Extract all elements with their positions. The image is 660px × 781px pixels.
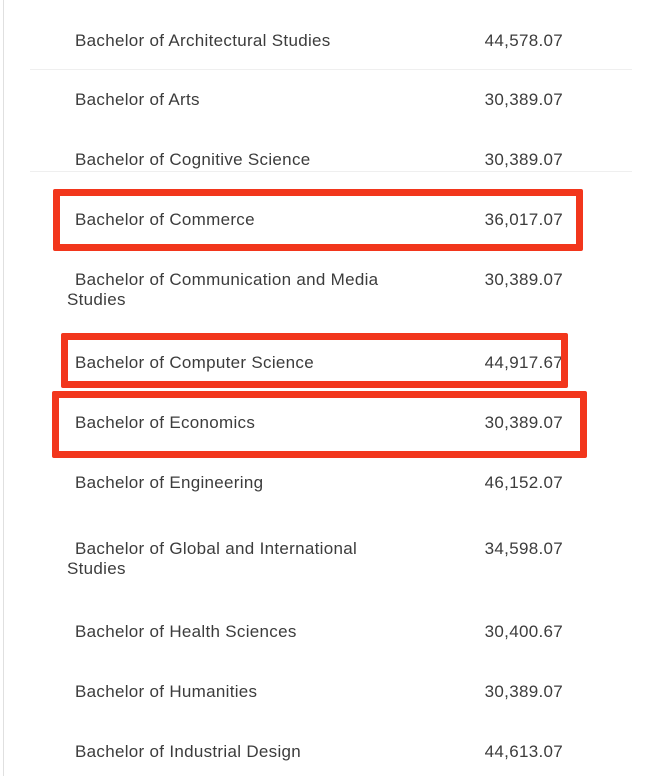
program-name-cell: Bachelor of Architectural Studies xyxy=(75,31,331,50)
table-row xyxy=(0,332,660,392)
table-row xyxy=(0,0,660,69)
table-row xyxy=(0,129,660,189)
program-name-cell: Bachelor of Engineering xyxy=(75,473,264,492)
fee-amount-cell: 44,917.67 xyxy=(484,353,563,372)
table-row xyxy=(0,661,660,721)
table-row xyxy=(0,189,660,249)
table-row xyxy=(0,249,660,332)
program-name-cell: Bachelor of Global and International Studies xyxy=(67,539,358,578)
fee-amount-cell: 30,400.67 xyxy=(484,622,563,641)
table-row xyxy=(0,69,660,129)
fee-amount-cell: 30,389.07 xyxy=(484,150,563,169)
fee-amount-cell: 46,152.07 xyxy=(484,473,563,492)
fee-amount-cell: 36,017.07 xyxy=(484,210,563,229)
table-row xyxy=(0,518,660,601)
fee-amount-cell: 44,613.07 xyxy=(484,742,563,761)
program-name-cell: Bachelor of Health Sciences xyxy=(75,622,297,641)
program-name-cell: Bachelor of Communication and Media Studies xyxy=(67,270,379,309)
fee-amount-cell: 44,578.07 xyxy=(484,31,563,50)
program-name-cell: Bachelor of Commerce xyxy=(75,210,255,229)
program-name-cell: Bachelor of Arts xyxy=(75,90,200,109)
fee-amount-cell: 30,389.07 xyxy=(484,413,563,432)
program-name-cell: Bachelor of Cognitive Science xyxy=(75,150,311,169)
program-name-cell: Bachelor of Computer Science xyxy=(75,353,314,372)
fee-amount-cell: 30,389.07 xyxy=(484,90,563,109)
fee-amount-cell: 30,389.07 xyxy=(484,682,563,701)
table-row xyxy=(0,721,660,781)
fee-amount-cell: 34,598.07 xyxy=(484,539,563,558)
program-name-cell: Bachelor of Economics xyxy=(75,413,256,432)
program-name-cell: Bachelor of Industrial Design xyxy=(75,742,302,761)
fee-amount-cell: 30,389.07 xyxy=(484,270,563,289)
program-name-cell: Bachelor of Humanities xyxy=(75,682,258,701)
table-row xyxy=(0,452,660,518)
table-row xyxy=(0,392,660,452)
table-row xyxy=(0,601,660,661)
